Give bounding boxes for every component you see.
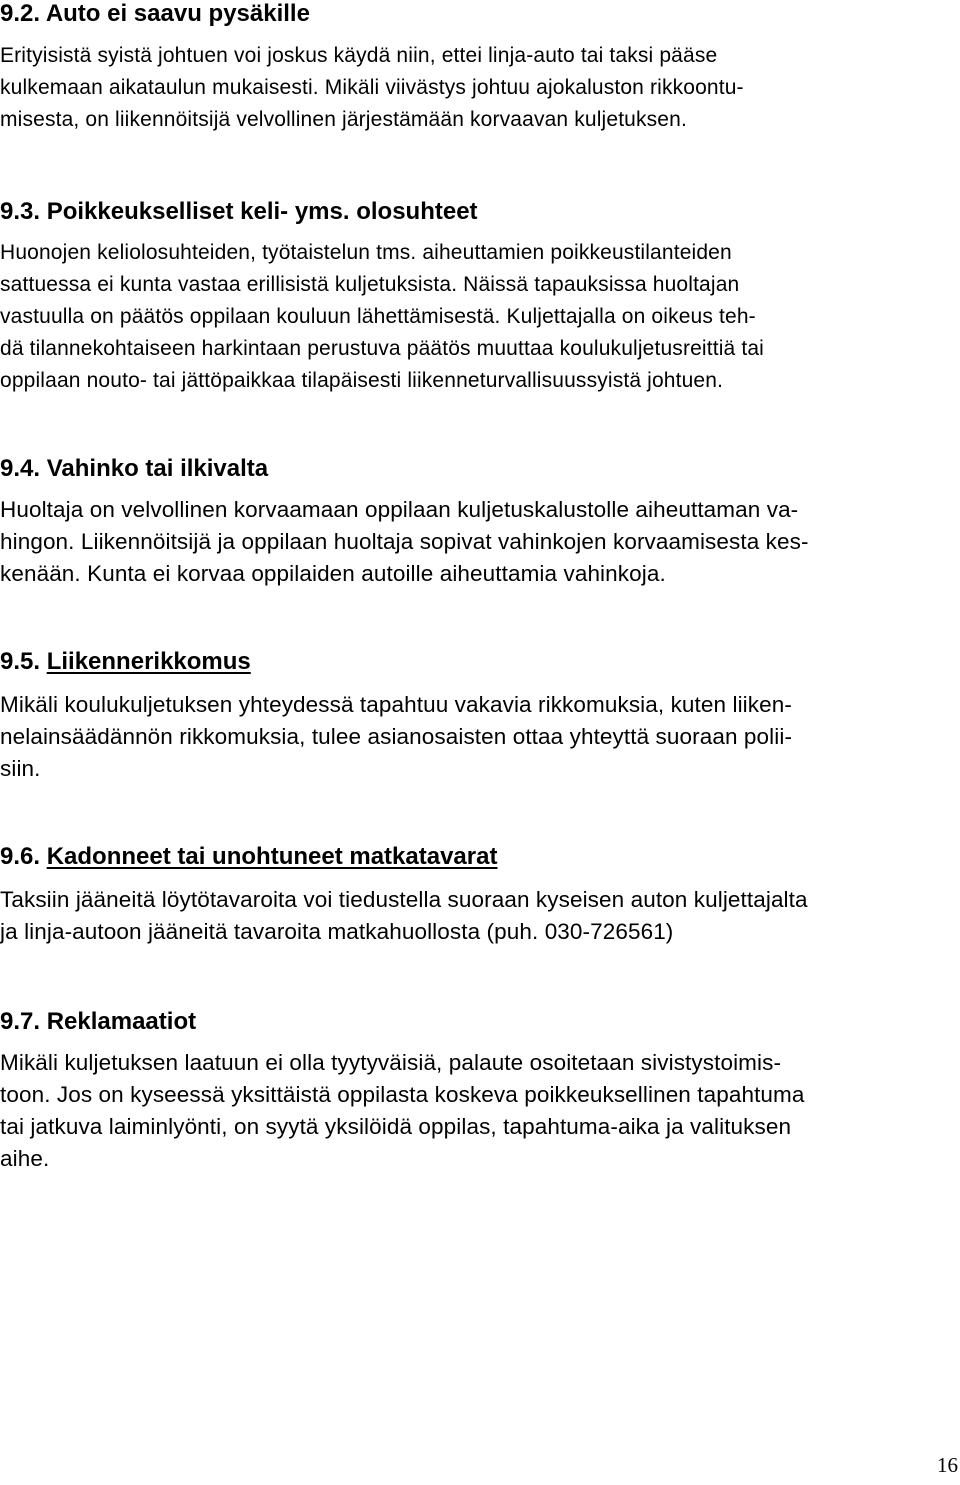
section-body-9-4 <box>0 494 960 590</box>
section-number: 9.7. <box>0 1008 41 1035</box>
section-body-9-7 <box>0 1047 960 1175</box>
section-title: Poikkeukselliset keli- yms. olosuhteet <box>46 198 478 225</box>
section-heading-9-5 <box>0 646 251 678</box>
section-title: Kadonneet tai unohtuneet matkatavarat <box>46 843 498 870</box>
section-heading-9-6 <box>0 841 497 873</box>
section-number: 9.4. <box>0 455 41 482</box>
body-line: Taksiin jääneitä löytötavaroita voi tiedustella suoraan kyseisen auton kuljettajalta <box>0 887 808 912</box>
section-heading-9-4 <box>0 453 268 485</box>
section-number: 9.5. <box>0 648 41 675</box>
body-line: Mikäli koulukuljetuksen yhteydessä tapahtuu vakavia rikkomuksia, kuten liiken- <box>0 692 792 717</box>
body-line: Huonojen keliolosuhteiden, työtaistelun tms. aiheuttamien poikkeustilanteiden <box>0 241 732 264</box>
section-number: 9.6. <box>0 843 41 870</box>
section-body-9-6 <box>0 884 960 948</box>
body-line: misesta, on liikennöitsijä velvollinen järjestämään korvaavan kuljetuksen. <box>0 108 687 131</box>
section-body-9-3 <box>0 237 960 397</box>
body-line: Erityisistä syistä johtuen voi joskus käydä niin, ettei linja-auto tai taksi pääse <box>0 44 718 67</box>
section-heading-9-3 <box>0 196 478 228</box>
body-line: sattuessa ei kunta vastaa erillisistä kuljetuksista. Näissä tapauksissa huoltajan <box>0 273 740 296</box>
section-number: 9.3. <box>0 198 41 225</box>
section-title: Vahinko tai ilkivalta <box>46 455 269 482</box>
body-line: kenään. Kunta ei korvaa oppilaiden autoille aiheuttamia vahinkoja. <box>0 561 666 586</box>
page-number: 16 <box>937 1453 958 1477</box>
body-line: kulkemaan aikataulun mukaisesti. Mikäli viivästys johtuu ajokaluston rikkoontu- <box>0 76 744 99</box>
body-line: tai jatkuva laiminlyönti, on syytä yksilöidä oppilas, tapahtuma-aika ja valituksen <box>0 1114 792 1139</box>
body-line: Huoltaja on velvollinen korvaamaan oppilaan kuljetuskalustolle aiheuttaman va- <box>0 497 799 522</box>
section-body-9-2 <box>0 40 960 136</box>
section-heading-9-7 <box>0 1006 196 1038</box>
body-line: nelainsäädännön rikkomuksia, tulee asianosaisten ottaa yhteyttä suoraan polii- <box>0 724 793 749</box>
section-heading-9-2 <box>0 0 310 30</box>
body-line: aihe. <box>0 1146 50 1171</box>
section-title: Auto ei saavu pysäkille <box>45 0 310 27</box>
body-line: hingon. Liikennöitsijä ja oppilaan huoltaja sopivat vahinkojen korvaamisesta kes- <box>0 529 809 554</box>
section-title: Liikennerikkomus <box>46 648 251 675</box>
body-line: vastuulla on päätös oppilaan kouluun lähettämisestä. Kuljettajalla on oikeus teh- <box>0 305 756 328</box>
body-line: Mikäli kuljetuksen laatuun ei olla tyytyväisiä, palaute osoitetaan sivistystoimis- <box>0 1050 782 1075</box>
body-line: dä tilannekohtaiseen harkintaan perustuva päätös muuttaa koulukuljetusreittiä tai <box>0 337 764 360</box>
section-number: 9.2. <box>0 0 41 27</box>
body-line: toon. Jos on kyseessä yksittäistä oppilasta koskeva poikkeuksellinen tapahtuma <box>0 1082 805 1107</box>
section-body-9-5 <box>0 689 960 785</box>
body-line: oppilaan nouto- tai jättöpaikkaa tilapäisesti liikenneturvallisuussyistä johtuen. <box>0 369 724 392</box>
body-line: siin. <box>0 756 41 781</box>
section-title: Reklamaatiot <box>46 1008 197 1035</box>
body-line: ja linja-autoon jääneitä tavaroita matkahuollosta (puh. 030-726561) <box>0 919 674 944</box>
